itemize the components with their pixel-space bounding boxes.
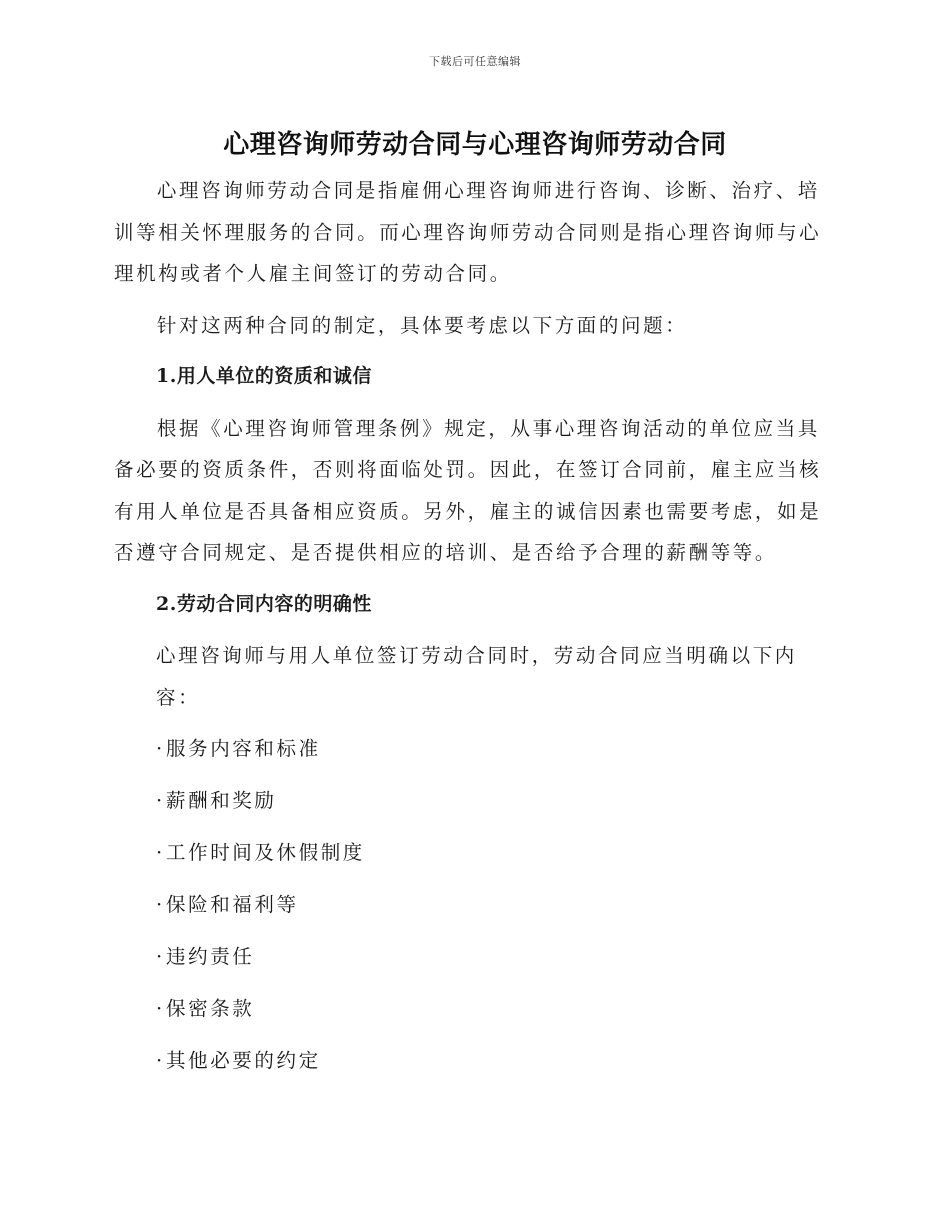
section-1-paragraph: 根据《心理咨询师管理条例》规定，从事心理咨询活动的单位应当具备必要的资质条件，否则将面临处罚。因此，在签订合同前，雇主应当核有用人单位是否具备相应资质。另外，雇主的诚信因素也需要考虑，如是否遵守合同规定、是否提供相应的培训、是否给予合理的薪酬等等。 xyxy=(114,416,822,564)
document-title: 心理咨询师劳动合同与心理咨询师劳动合同 xyxy=(223,130,727,160)
lead-sentence: 针对这两种合同的制定，具体要考虑以下方面的问题： xyxy=(156,313,688,337)
bullet-dot: · xyxy=(156,1049,163,1072)
bullet-dot: · xyxy=(156,945,163,968)
bullet-dot: · xyxy=(156,997,163,1020)
document-body xyxy=(114,170,834,1092)
list-item-text: 工作时间及休假制度 xyxy=(166,841,365,864)
list-item-text: 薪酬和奖励 xyxy=(166,789,277,812)
list-item-text: 保险和福利等 xyxy=(166,893,299,916)
intro-paragraph: 心理咨询师劳动合同是指雇佣心理咨询师进行咨询、诊断、治疗、培训等相关怀理服务的合同。而心理咨询师劳动合同则是指心理咨询师与心理机构或者个人雇主间签订的劳动合同。 xyxy=(114,179,822,285)
list-item-text: 保密条款 xyxy=(166,997,255,1020)
section-2-lead: 心理咨询师与用人单位签订劳动合同时，劳动合同应当明确以下内容： xyxy=(156,644,797,709)
list-item-text: 服务内容和标准 xyxy=(166,737,321,760)
bullet-list xyxy=(114,728,834,1082)
bullet-dot: · xyxy=(156,737,163,760)
list-item xyxy=(114,728,834,770)
bullet-dot: · xyxy=(156,893,163,916)
header-note: 下载后可任意编辑 xyxy=(429,55,521,68)
section-2-heading: 2.劳动合同内容的明确性 xyxy=(156,592,372,615)
list-item-text: 违约责任 xyxy=(166,945,255,968)
list-item xyxy=(114,832,834,874)
list-item xyxy=(114,780,834,822)
list-item-text: 其他必要的约定 xyxy=(166,1049,321,1072)
list-item xyxy=(114,1040,834,1082)
bullet-dot: · xyxy=(156,789,163,812)
bullet-dot: · xyxy=(156,841,163,864)
section-1-heading: 1.用人单位的资质和诚信 xyxy=(156,365,372,387)
list-item xyxy=(114,884,834,926)
list-item xyxy=(114,988,834,1030)
list-item xyxy=(114,936,834,978)
